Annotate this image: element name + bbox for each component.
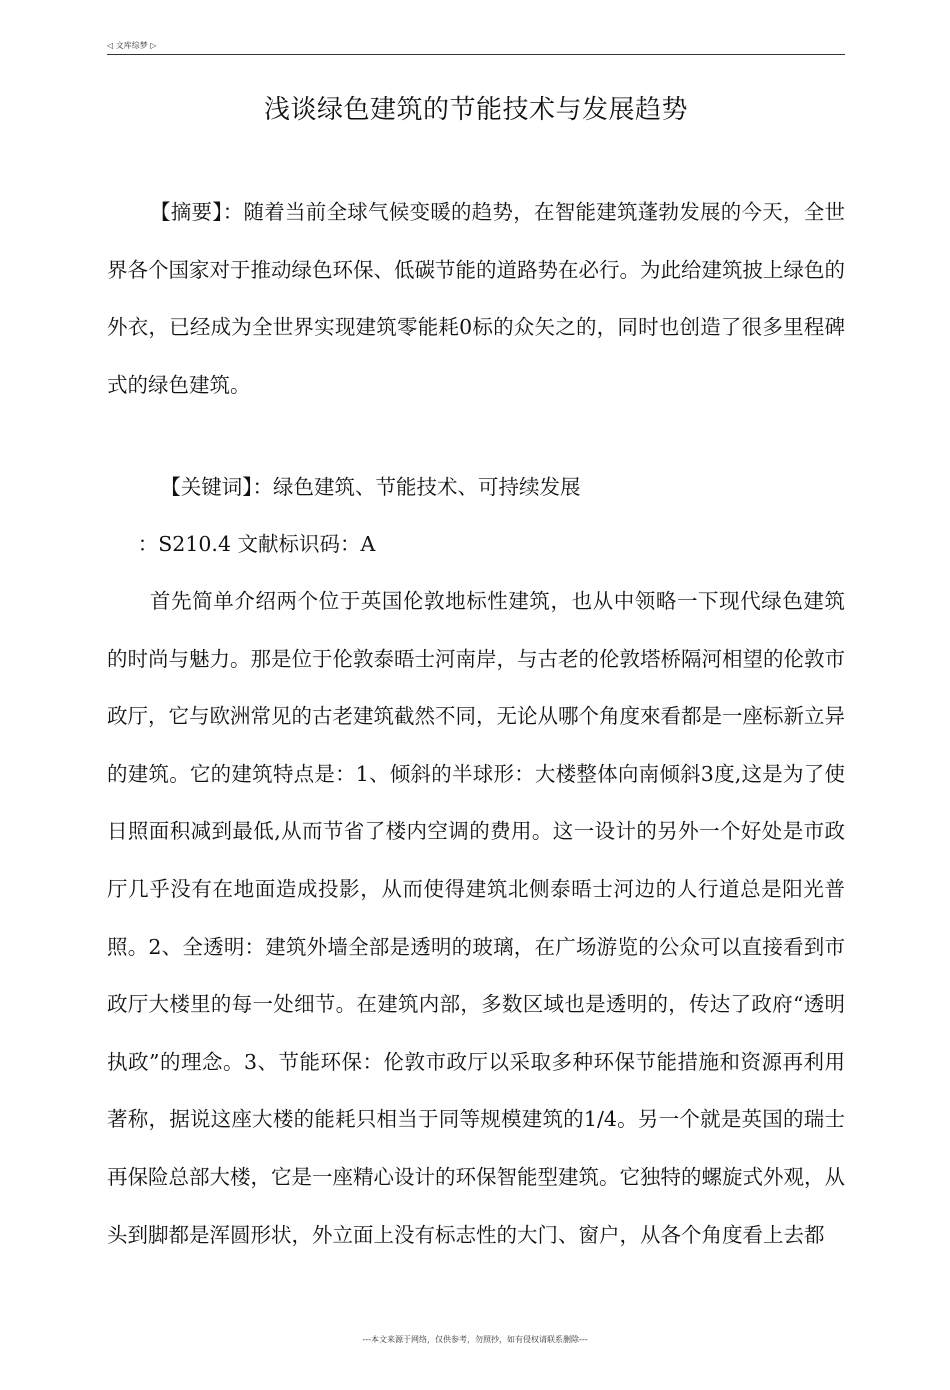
page-footer: ---本文来源于网络，仅供参考，勿照抄，如有侵权请联系删除--- [362,1335,588,1344]
document-title: 浅谈绿色建筑的节能技术与发展趋势 [263,95,688,125]
body-paragraph: 首先简单介绍两个位于英国伦敦地标性建筑，也从中领略一下现代绿色建筑的时尚与魅力。那是位于伦敦泰晤士河南岸，与古老的伦敦塔桥隔河相望的伦敦市政厅，它与欧洲常见的古老建筑截然不同，无论从哪个角度來看都是一座标新立异的建筑。它的建筑特点是：1、倾斜的半球形：大楼整体向南倾斜3度,这是为了使日照面积减到最低,从而节省了楼内空调的费用。这一设计的另外一个好处是市政厅几乎没有在地面造成投影，从而使得建筑北侧泰晤士河边的人行道总是阳光普照。2、全透明：建筑外墙全部是透明的玻璃，在广场游览的公众可以直接看到市政厅大楼里的每一处细节。在建筑内部，多数区域也是透明的，传达了政府“透明执政”的理念。3、节能环保：伦敦市政厅以采取多种环保节能措施和资源再利用著称，据说这座大楼的能耗只相当于同等规模建筑的1/4。另一个就是英国的瑞士再保险总部大楼，它是一座精心设计的环保智能型建筑。它独特的螺旋式外观，从头到脚都是浑圆形状，外立面上没有标志性的大门、窗户，从各个角度看上去都 [107,589,845,1247]
keywords-line: 【关键词】：绿色建筑、节能技术、可持续发展 [160,475,581,499]
abstract-paragraph: 【摘要】：随着当前全球气候变暖的趋势，在智能建筑蓬勃发展的今天，全世界各个国家对于推动绿色环保、低碳节能的道路势在必行。为此给建筑披上绿色的外衣，已经成为全世界实现建筑零能耗0标的众矢之的，同时也创造了很多里程碑式的绿色建筑。 [107,200,845,397]
page-header [107,40,845,55]
header-text: ◁ 文库综梦 ▷ [107,41,157,50]
classification-line: ：S210.4 文献标识码：A [137,532,376,556]
